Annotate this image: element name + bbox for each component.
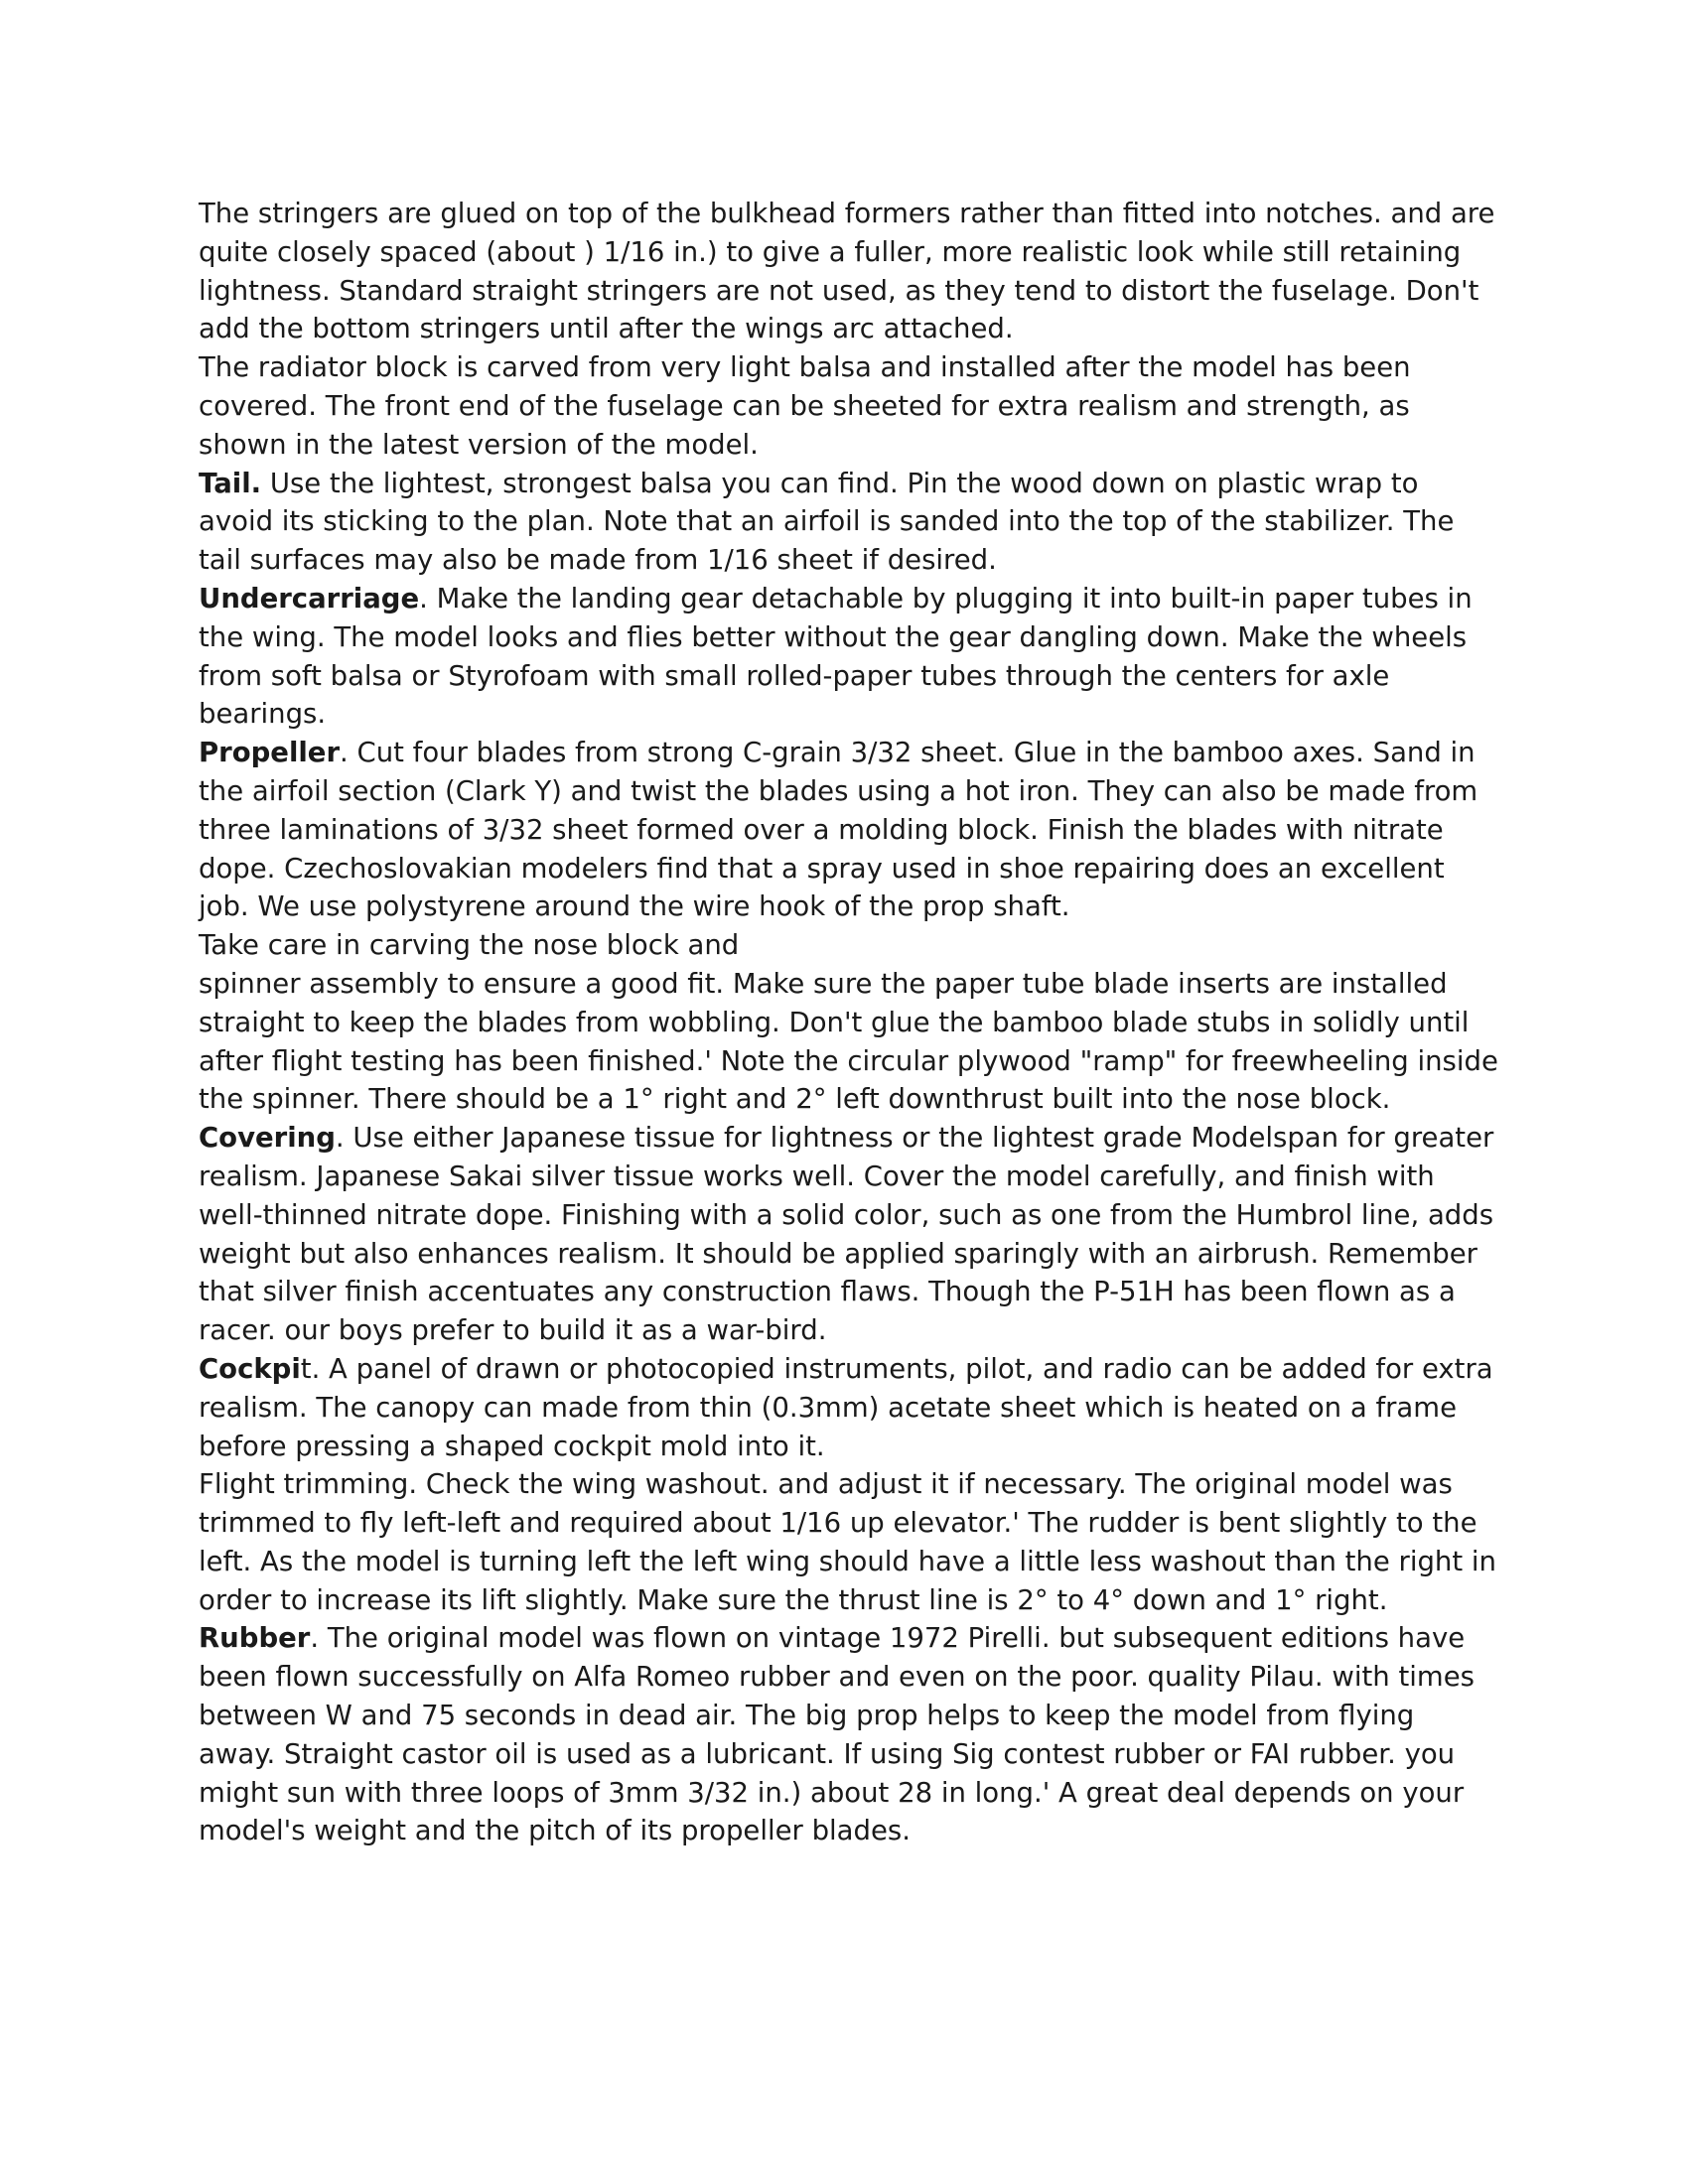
paragraph-text: The stringers are glued on top of the bulkhead formers rather than fitted into notches. and are quite closely spaced (about ) 1/16 in.) to give a fuller, more realistic look while still retaining lightness. Standard straight stringers are not used, as they tend to distort the fuselage. Don't add the bottom stringers until after the wings arc attached. <box>199 198 1495 345</box>
paragraph-undercarriage <box>199 580 1499 734</box>
paragraph-tail <box>199 465 1499 580</box>
paragraph-heading: Undercarriage <box>199 582 420 614</box>
paragraph-heading: Rubber <box>199 1622 311 1655</box>
paragraph-flight-trimming <box>199 1465 1499 1619</box>
paragraph-heading: Propeller <box>199 737 341 769</box>
paragraph-text: Use the lightest, strongest balsa you can find. Pin the wood down on plastic wrap to avoid its sticking to the plan. Note that an airfoil is sanded into the top of the stabilizer. The tail surfaces may also be made from 1/16 sheet if desired. <box>199 467 1455 577</box>
paragraph-heading: Covering <box>199 1122 336 1155</box>
paragraph-cockpit <box>199 1350 1499 1465</box>
paragraph-text: spinner assembly to ensure a good fit. Make sure the paper tube blade inserts are installed straight to keep the blades from wobbling. Don't glue the bamboo blade stubs in solidly until after flight testing has been finished.' Note the circular plywood "ramp" for freewheeling inside the spinner. There should be a 1° right and 2° left downthrust built into the nose block. <box>199 967 1498 1116</box>
paragraph-spinner <box>199 965 1499 1119</box>
paragraph-heading: Tail. <box>199 467 262 499</box>
paragraph-covering <box>199 1119 1499 1350</box>
paragraph-text: . The original model was flown on vintage 1972 Pirelli. but subsequent editions have been flown successfully on Alfa Romeo rubber and even on the poor. quality Pilau. with times between W and 75 seconds in dead air. The big prop helps to keep the model from flying away. Straight castor oil is used as a lubricant. If using Sig contest rubber or FAI rubber. you might sun with three loops of 3mm 3/32 in.) about 28 in long.' A great deal depends on your model's weight and the pitch of its propeller blades. <box>199 1622 1475 1847</box>
body-text <box>199 195 1499 1850</box>
paragraph-text: The radiator block is carved from very light balsa and installed after the model has been covered. The front end of the fuselage can be sheeted for extra realism and strength, as shown in the latest version of the model. <box>199 351 1411 461</box>
paragraph-text: . Use either Japanese tissue for lightness or the lightest grade Modelspan for greater realism. Japanese Sakai silver tissue works well. Cover the model carefully, and finish with well-thinned nitrate dope. Finishing with a solid color, such as one from the Humbrol line, adds weight but also enhances realism. It should be applied sparingly with an airbrush. Remember that silver finish accentuates any construction flaws. Though the P-51H has been flown as a racer. our boys prefer to build it as a war-bird. <box>199 1122 1494 1347</box>
paragraph-text: t. A panel of drawn or photocopied instruments, pilot, and radio can be added for extra realism. The canopy can made from thin (0.3mm) acetate sheet which is heated on a frame before pressing a shaped cockpit mold into it. <box>199 1352 1493 1462</box>
paragraph-stringers <box>199 195 1499 348</box>
paragraph-heading: Cockpi <box>199 1352 301 1385</box>
paragraph-text: . Make the landing gear detachable by plugging it into built-in paper tubes in the wing. The model looks and flies better without the gear dangling down. Make the wheels from soft balsa or Styrofoam with small rolled-paper tubes through the centers for axle bearings. <box>199 582 1473 731</box>
paragraph-text: Take care in carving the nose block and <box>199 929 740 962</box>
paragraph-nose-block <box>199 926 1499 965</box>
paragraph-radiator <box>199 348 1499 464</box>
paragraph-rubber <box>199 1619 1499 1850</box>
paragraph-text: . Cut four blades from strong C-grain 3/32 sheet. Glue in the bamboo axes. Sand in the airfoil section (Clark Y) and twist the blades using a hot iron. They can also be made from three laminations of 3/32 sheet formed over a molding block. Finish the blades with nitrate dope. Czechoslovakian modelers find that a spray used in shoe repairing does an excellent job. We use polystyrene around the wire hook of the prop shaft. <box>199 737 1478 923</box>
paragraph-text: Flight trimming. Check the wing washout. and adjust it if necessary. The original model was trimmed to fly left-left and required about 1/16 up elevator.' The rudder is bent slightly to the left. As the model is turning left the left wing should have a little less washout than the right in order to increase its lift slightly. Make sure the thrust line is 2° to 4° down and 1° right. <box>199 1468 1496 1616</box>
paragraph-propeller <box>199 734 1499 926</box>
